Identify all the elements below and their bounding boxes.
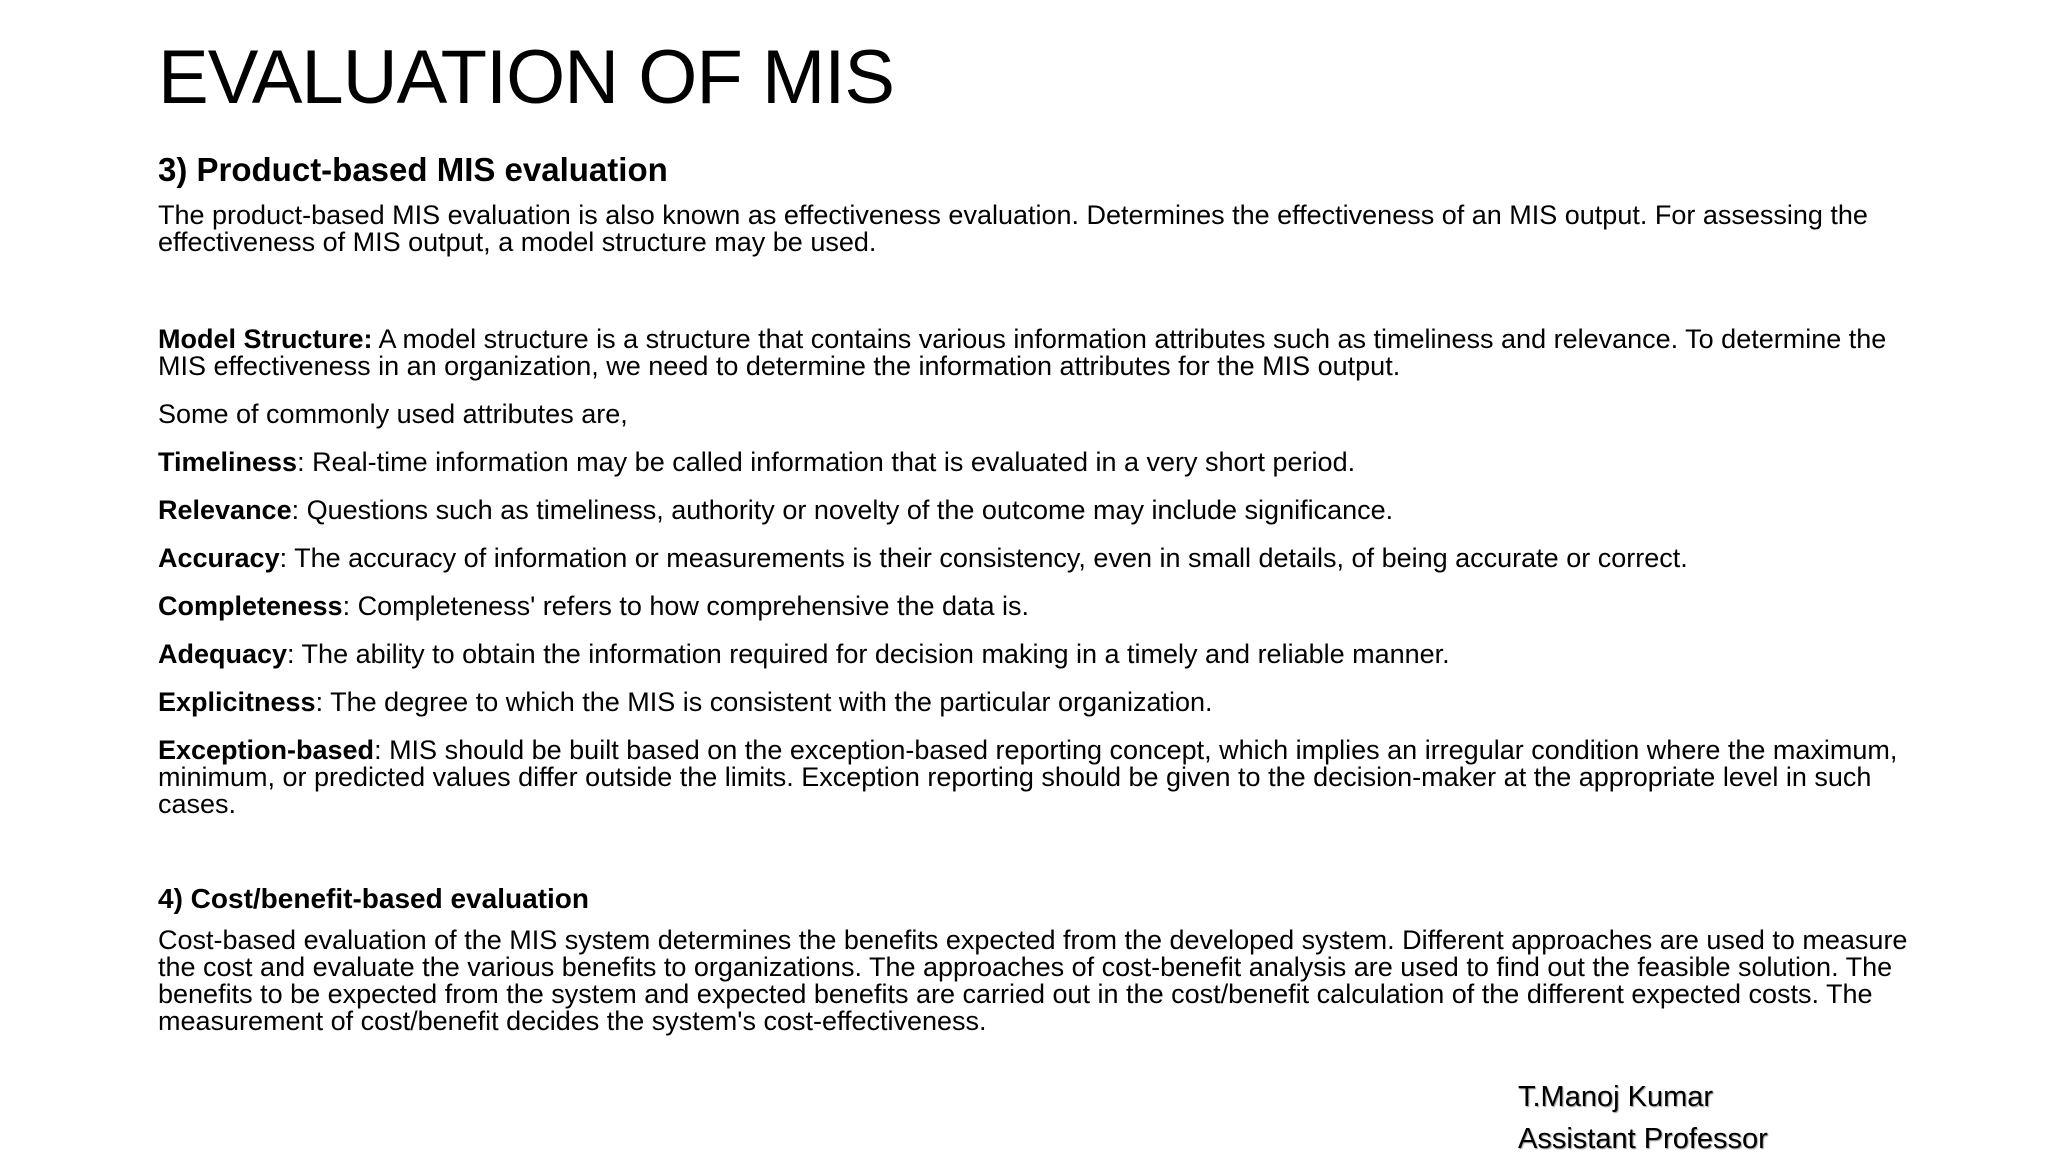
attribute-completeness [158, 593, 1908, 620]
attribute-text: : MIS should be built based on the exception-based reporting concept, which implies an irregular condition where the maximum, minimum, or predicted values differ outside the limits. Exception reporting should be given to the decision-maker at the appropriate level in such cases. [158, 735, 1898, 819]
attribute-explicitness [158, 689, 1908, 716]
author-name: T.Manoj Kumar [1518, 1081, 1714, 1113]
slide-title: EVALUATION OF MIS [158, 35, 895, 120]
author-role: Assistant Professor [1518, 1123, 1768, 1155]
author-signature [1518, 1076, 1768, 1160]
attribute-text: : Completeness' refers to how comprehensive the data is. [342, 591, 1030, 621]
attribute-text: : Questions such as timeliness, authority or novelty of the outcome may include significance. [291, 495, 1394, 525]
attribute-term: Explicitness [158, 687, 316, 717]
attribute-adequacy [158, 641, 1908, 668]
attribute-term: Exception-based [158, 735, 375, 765]
model-structure-term: Model Structure: [158, 324, 373, 354]
attribute-text: : The ability to obtain the information required for decision making in a timely and reliable manner. [287, 639, 1450, 669]
attribute-exception-based [158, 737, 1908, 818]
section-3-heading: 3) Product-based MIS evaluation [158, 151, 668, 188]
attributes-intro: Some of commonly used attributes are, [158, 399, 628, 429]
attribute-term: Relevance [158, 495, 292, 525]
attribute-term: Adequacy [158, 639, 288, 669]
attribute-term: Accuracy [158, 543, 280, 573]
attribute-accuracy [158, 545, 1908, 572]
attribute-term: Completeness [158, 591, 343, 621]
attribute-relevance [158, 497, 1908, 524]
section-4-text: Cost-based evaluation of the MIS system determines the benefits expected from the developed system. Different approaches are used to measure the cost and evaluate the various benefits to organizations. The approaches of cost-benefit analysis are used to find out the feasible solution. The benefits to be expected from the system and expected benefits are carried out in the cost/benefit calculation of the different expected costs. The measurement of cost/benefit decides the system's cost-effectiveness. [158, 925, 1908, 1036]
model-structure-paragraph [158, 326, 1908, 380]
attribute-text: : Real-time information may be called information that is evaluated in a very short period. [297, 447, 1356, 477]
attribute-term: Timeliness [158, 447, 298, 477]
section-3-intro: The product-based MIS evaluation is also known as effectiveness evaluation. Determines the effectiveness of an MIS output. For assessing the effectiveness of MIS output, a model structure may be used. [158, 200, 1868, 257]
slide-body [158, 150, 1908, 1056]
attribute-text: : The degree to which the MIS is consistent with the particular organization. [315, 687, 1213, 717]
section-4-heading: 4) Cost/benefit-based evaluation [158, 883, 589, 914]
attribute-timeliness [158, 449, 1908, 476]
model-structure-text: A model structure is a structure that contains various information attributes such as timeliness and relevance. To determine the MIS effectiveness in an organization, we need to determine the information attributes for the MIS output. [158, 324, 1887, 381]
attribute-text: : The accuracy of information or measurements is their consistency, even in small details, of being accurate or correct. [279, 543, 1688, 573]
